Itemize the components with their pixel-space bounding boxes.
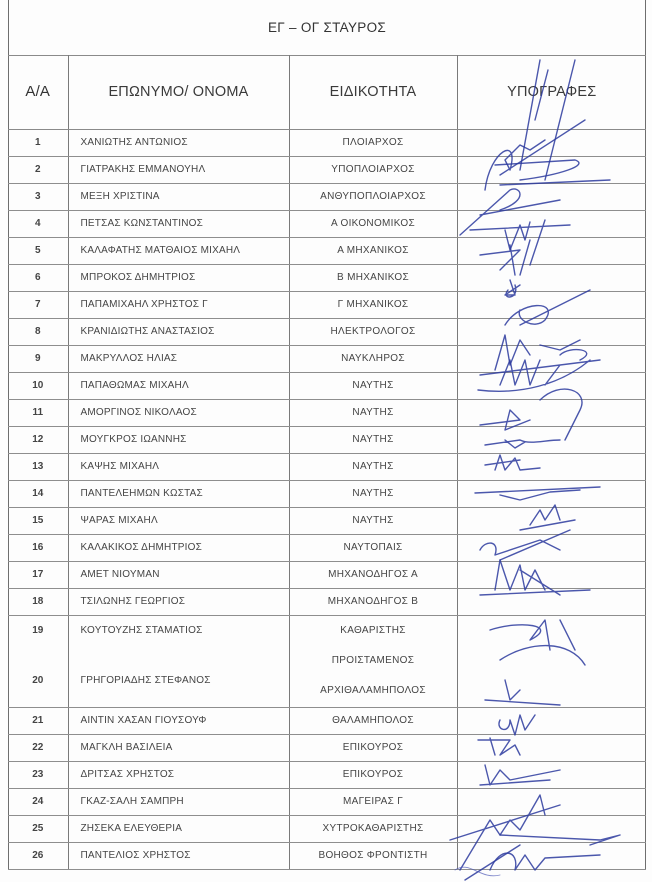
row-number: 7 [8,291,68,318]
crew-specialty: ΥΠΟΠΛΟΙΑΡΧΟΣ [289,156,457,183]
signature-cell [457,453,646,480]
document-title: ΕΓ – ΟΓ ΣΤΑΥΡΟΣ [8,0,646,56]
crew-specialty: ΕΠΙΚΟΥΡΟΣ [289,734,457,761]
crew-specialty: ΜΗΧΑΝΟΔΗΓΟΣ Β [289,588,457,615]
crew-specialty: ΠΛΟΙΑΡΧΟΣ [289,129,457,156]
row-number: 19 [8,615,68,645]
crew-specialty: Γ ΜΗΧΑΝΙΚΟΣ [289,291,457,318]
crew-name: ΚΑΛΑΚΙΚΟΣ ΔΗΜΗΤΡΙΟΣ [68,534,289,561]
signature-cell [457,588,646,615]
row-number: 2 [8,156,68,183]
signature-cell [457,842,646,869]
signature-cell [457,129,646,156]
row-number: 14 [8,480,68,507]
signature-cell [457,183,646,210]
crew-name: ΜΑΚΡΥΛΛΟΣ ΗΛΙΑΣ [68,345,289,372]
crew-name: ΜΑΓΚΛΗ ΒΑΣΙΛΕΙΑ [68,734,289,761]
crew-specialty: Α ΜΗΧΑΝΙΚΟΣ [289,237,457,264]
crew-specialty: ΝΑΥΤΗΣ [289,399,457,426]
crew-name: ΔΡΙΤΣΑΣ ΧΡΗΣΤΟΣ [68,761,289,788]
crew-name: ΜΟΥΓΚΡΟΣ ΙΩΑΝΝΗΣ [68,426,289,453]
crew-specialty: ΕΠΙΚΟΥΡΟΣ [289,761,457,788]
signature-cell [457,318,646,345]
row-number: 9 [8,345,68,372]
crew-specialty: ΜΑΓΕΙΡΑΣ Γ [289,788,457,815]
table-row [8,645,646,707]
table-row [8,534,646,561]
crew-name: ΨΑΡΑΣ ΜΙΧΑΗΛ [68,507,289,534]
specialty-line-1: ΠΡΟΙΣΤΑΜΕΝΟΣ [331,654,415,666]
table-row [8,291,646,318]
table-row [8,372,646,399]
crew-specialty: ΜΗΧΑΝΟΔΗΓΟΣ Α [289,561,457,588]
table-row [8,399,646,426]
crew-table [8,55,646,870]
signature-cell [457,645,646,707]
row-number: 4 [8,210,68,237]
signature-cell [457,480,646,507]
table-row [8,453,646,480]
crew-name: ΑΜΕΤ ΝΙΟΥΜΑΝ [68,561,289,588]
signature-cell [457,291,646,318]
signature-cell [457,210,646,237]
table-row [8,426,646,453]
crew-name: ΤΣΙΛΩΝΗΣ ΓΕΩΡΓΙΟΣ [68,588,289,615]
table-row [8,507,646,534]
crew-specialty: ΝΑΥΤΗΣ [289,480,457,507]
signature-cell [457,426,646,453]
table-row [8,588,646,615]
row-number: 20 [8,645,68,707]
signature-cell [457,615,646,645]
crew-table-body [8,129,646,869]
column-header-name: ΕΠΩΝΥΜΟ/ ΟΝΟΜΑ [68,55,289,129]
signature-cell [457,707,646,734]
signature-cell [457,734,646,761]
table-row [8,156,646,183]
table-row [8,561,646,588]
signature-cell [457,788,646,815]
crew-specialty: ΝΑΥΤΟΠΑΙΣ [289,534,457,561]
table-row [8,345,646,372]
signature-cell [457,507,646,534]
signature-cell [457,561,646,588]
column-header-signatures: ΥΠΟΓΡΑΦΕΣ [457,55,646,129]
signature-cell [457,372,646,399]
crew-name: ΧΑΝΙΩΤΗΣ ΑΝΤΩΝΙΟΣ [68,129,289,156]
crew-specialty: ΝΑΥΤΗΣ [289,372,457,399]
table-row [8,815,646,842]
crew-name: ΑΜΟΡΓΙΝΟΣ ΝΙΚΟΛΑΟΣ [68,399,289,426]
crew-name: ΠΕΤΣΑΣ ΚΩΝΣΤΑΝΤΙΝΟΣ [68,210,289,237]
table-row [8,842,646,869]
row-number: 12 [8,426,68,453]
table-row [8,707,646,734]
crew-name: ΠΑΠΑΜΙΧΑΗΛ ΧΡΗΣΤΟΣ Γ [68,291,289,318]
crew-name: ΚΟΥΤΟΥΖΗΣ ΣΤΑΜΑΤΙΟΣ [68,615,289,645]
row-number: 16 [8,534,68,561]
crew-name: ΓΚΑΖ-ΣΑΛΗ ΣΑΜΠΡΗ [68,788,289,815]
row-number: 6 [8,264,68,291]
crew-name: ΚΑΛΑΦΑΤΗΣ ΜΑΤΘΑΙΟΣ ΜΙΧΑΗΛ [68,237,289,264]
row-number: 11 [8,399,68,426]
crew-specialty: ΚΑΘΑΡΙΣΤΗΣ [289,615,457,645]
table-row [8,788,646,815]
table-row [8,761,646,788]
crew-specialty: ΗΛΕΚΤΡΟΛΟΓΟΣ [289,318,457,345]
crew-specialty: ΒΟΗΘΟΣ ΦΡΟΝΤΙΣΤΗ [289,842,457,869]
specialty-line-2: ΑΡΧΙΘΑΛΑΜΗΠΟΛΟΣ [320,684,426,696]
row-number: 25 [8,815,68,842]
table-header-row [8,55,646,129]
crew-specialty [289,645,457,707]
signature-cell [457,237,646,264]
row-number: 18 [8,588,68,615]
row-number: 26 [8,842,68,869]
row-number: 13 [8,453,68,480]
signature-cell [457,534,646,561]
table-row [8,237,646,264]
row-number: 21 [8,707,68,734]
signature-cell [457,264,646,291]
crew-name: ΠΑΝΤΕΛΙΟΣ ΧΡΗΣΤΟΣ [68,842,289,869]
crew-name: ΓΡΗΓΟΡΙΑΔΗΣ ΣΤΕΦΑΝΟΣ [68,645,289,707]
crew-name: ΠΑΠΑΘΩΜΑΣ ΜΙΧΑΗΛ [68,372,289,399]
crew-name: ΑΙΝΤΙΝ ΧΑΣΑΝ ΓΙΟΥΣΟΥΦ [68,707,289,734]
row-number: 15 [8,507,68,534]
crew-name: ΜΕΞΗ ΧΡΙΣΤΙΝΑ [68,183,289,210]
table-row [8,318,646,345]
table-row [8,129,646,156]
row-number: 24 [8,788,68,815]
row-number: 1 [8,129,68,156]
crew-name: ΜΠΡΟΚΟΣ ΔΗΜΗΤΡΙΟΣ [68,264,289,291]
crew-specialty: Α ΟΙΚΟΝΟΜΙΚΟΣ [289,210,457,237]
table-row [8,480,646,507]
crew-specialty: ΝΑΥΤΗΣ [289,453,457,480]
crew-specialty: ΘΑΛΑΜΗΠΟΛΟΣ [289,707,457,734]
crew-name: ΠΑΝΤΕΛΕΗΜΩΝ ΚΩΣΤΑΣ [68,480,289,507]
crew-name: ΖΗΣΕΚΑ ΕΛΕΥΘΕΡΙΑ [68,815,289,842]
row-number: 17 [8,561,68,588]
crew-specialty: ΝΑΥΚΛΗΡΟΣ [289,345,457,372]
table-row [8,734,646,761]
table-row [8,183,646,210]
crew-name: ΚΑΨΗΣ ΜΙΧΑΗΛ [68,453,289,480]
crew-specialty: ΑΝΘΥΠΟΠΛΟΙΑΡΧΟΣ [289,183,457,210]
crew-name: ΓΙΑΤΡΑΚΗΣ ΕΜΜΑΝΟΥΗΛ [68,156,289,183]
column-header-aa: Α/Α [8,55,68,129]
column-header-specialty: ΕΙΔΙΚΟΤΗΤΑ [289,55,457,129]
row-number: 23 [8,761,68,788]
row-number: 22 [8,734,68,761]
table-row [8,615,646,645]
signature-cell [457,156,646,183]
crew-specialty: ΧΥΤΡΟΚΑΘΑΡΙΣΤΗΣ [289,815,457,842]
row-number: 8 [8,318,68,345]
table-row [8,264,646,291]
signature-cell [457,399,646,426]
crew-specialty: ΝΑΥΤΗΣ [289,426,457,453]
row-number: 3 [8,183,68,210]
crew-specialty: ΝΑΥΤΗΣ [289,507,457,534]
signature-cell [457,345,646,372]
signature-cell [457,761,646,788]
row-number: 10 [8,372,68,399]
row-number: 5 [8,237,68,264]
signature-cell [457,815,646,842]
crew-name: ΚΡΑΝΙΔΙΩΤΗΣ ΑΝΑΣΤΑΣΙΟΣ [68,318,289,345]
table-row [8,210,646,237]
crew-specialty: Β ΜΗΧΑΝΙΚΟΣ [289,264,457,291]
